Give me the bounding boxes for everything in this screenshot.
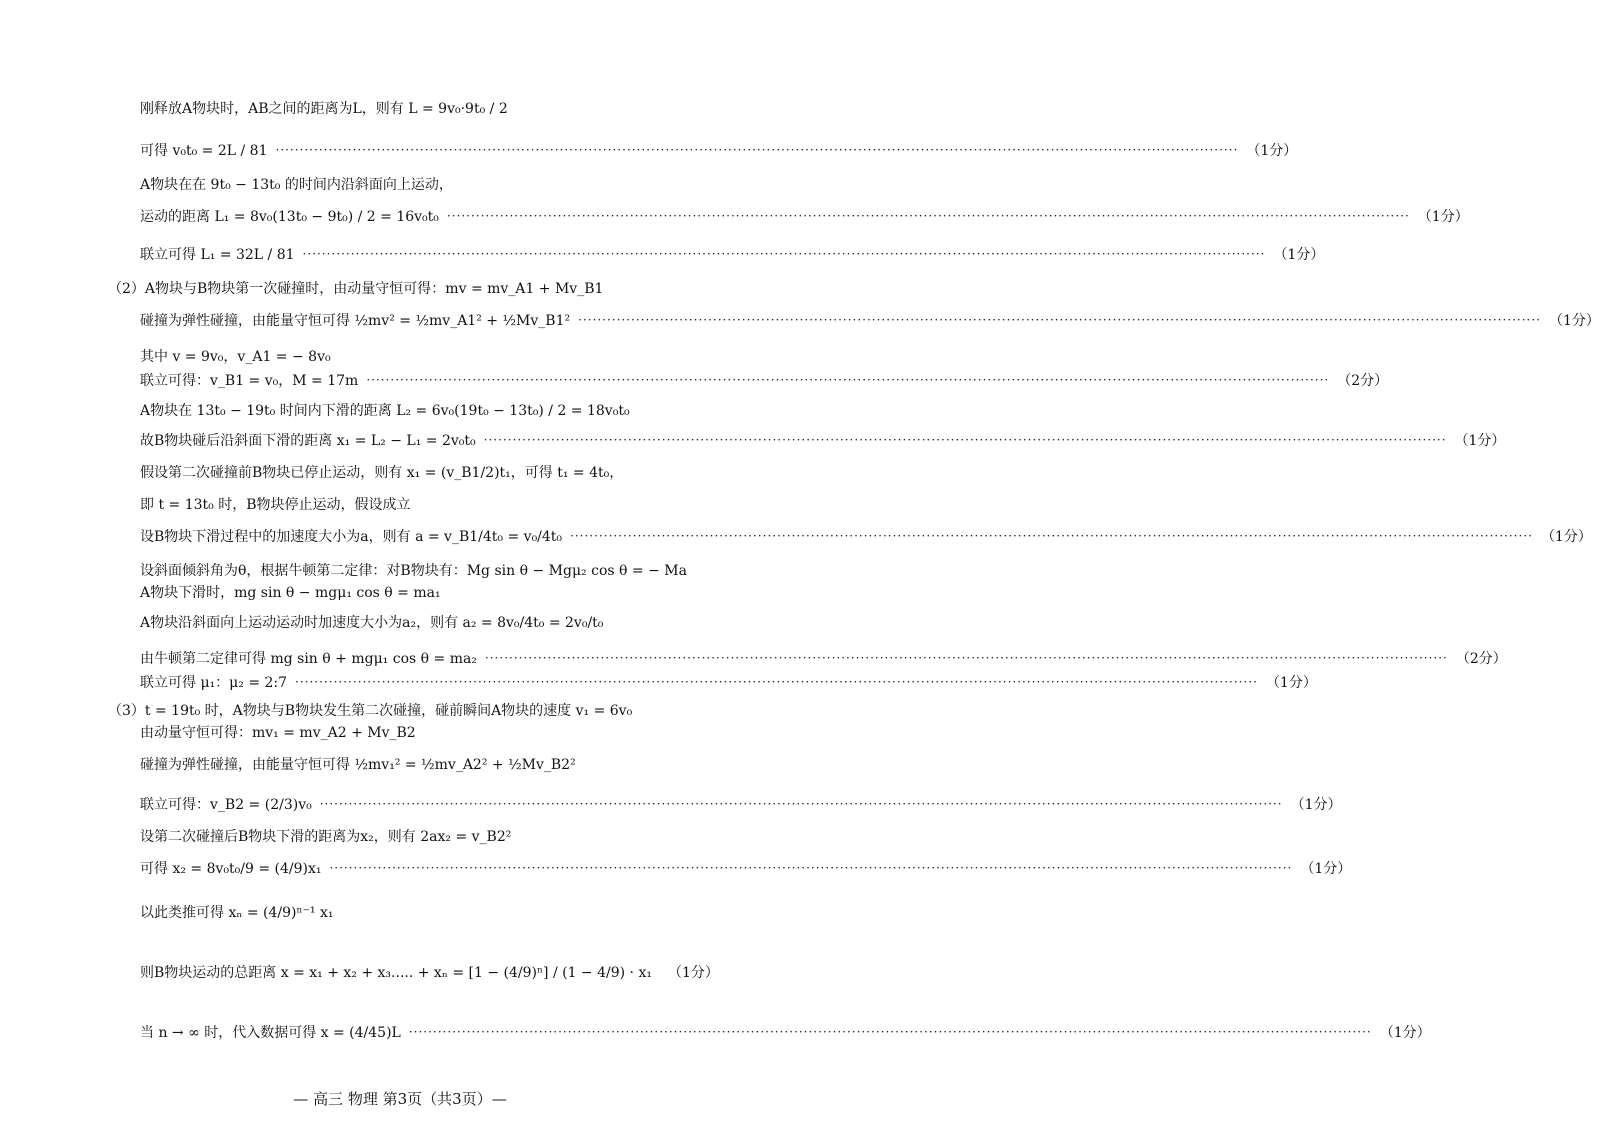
solution-line: [140, 462, 692, 482]
score-points: （1分）: [1300, 861, 1352, 877]
leader-dots: ········································································································································································································: [366, 373, 1330, 387]
leader-dots: ········································································································································································································: [295, 675, 1258, 689]
solution-line: [140, 560, 692, 580]
solution-text: 故B物块碰后沿斜面下滑的距离 x₁ = L₂ − L₁ = 2v₀t₀: [140, 433, 476, 449]
solution-line: [140, 754, 692, 774]
leader-dots: ········································································································································································································: [275, 143, 1239, 157]
leader-dots: ········································································································································································································: [408, 1025, 1372, 1039]
score-points: （1分）: [1265, 675, 1317, 691]
solution-text: 设第二次碰撞后B物块下滑的距离为x₂，则有 2ax₂ = v_B2²: [140, 829, 512, 845]
score-points: （1分）: [1273, 247, 1325, 263]
score-points: （1分）: [1379, 1025, 1431, 1041]
solution-text: 则B物块运动的总距离 x = x₁ + x₂ + x₃..... + xₙ = [1 − (4/9)ⁿ] / (1 − 4/9) · x₁: [140, 965, 652, 981]
solution-text: 联立可得 L₁ = 32L / 81: [140, 247, 295, 263]
solution-text: 联立可得：v_B2 = (2/3)v₀: [140, 797, 312, 813]
solution-line: [140, 494, 692, 514]
solution-line: [140, 902, 692, 922]
solution-text: （3）t = 19t₀ 时，A物块与B物块发生第二次碰撞，碰前瞬间A物块的速度 v₁ = 6v₀: [108, 703, 633, 719]
leader-dots: ········································································································································································································: [570, 529, 1533, 543]
solution-text: 设斜面倾斜角为θ，根据牛顿第二定律：对B物块有：Mg sin θ − Mgμ₂ cos θ = − Ma: [140, 563, 687, 579]
solution-text: 可得 x₂ = 8v₀t₀/9 = (4/9)x₁: [140, 861, 322, 877]
page-footer: — 高三 物理 第3页（共3页）—: [293, 1090, 507, 1108]
solution-text: 即 t = 13t₀ 时，B物块停止运动，假设成立: [140, 497, 411, 513]
solution-line: [140, 962, 719, 982]
leader-dots: ········································································································································································································: [329, 861, 1293, 875]
leader-dots: ········································································································································································································: [484, 651, 1448, 665]
solution-text: 联立可得 μ₁：μ₂ = 2:7: [140, 675, 288, 691]
solution-line: [108, 278, 692, 298]
solution-line: [140, 430, 1506, 450]
solution-text: A物块下滑时，mg sin θ − mgμ₁ cos θ = ma₁: [140, 585, 441, 601]
score-points: （1分）: [1548, 313, 1600, 329]
solution-line: [140, 174, 692, 194]
solution-line: [140, 612, 692, 632]
solution-text: 碰撞为弹性碰撞，由能量守恒可得 ½mv² = ½mv_A1² + ½Mv_B1²: [140, 313, 571, 329]
solution-line: [140, 648, 1507, 668]
leader-dots: ········································································································································································································: [302, 247, 1266, 261]
solution-line: [140, 526, 1592, 546]
solution-line: [140, 310, 1600, 330]
score-points: （2分）: [1455, 651, 1507, 667]
score-points: （1分）: [1540, 529, 1592, 545]
solution-text: 以此类推可得 xₙ = (4/9)ⁿ⁻¹ x₁: [140, 905, 334, 921]
solution-text: 联立可得：v_B1 = v₀，M = 17m: [140, 373, 359, 389]
solution-line: [140, 794, 1342, 814]
solution-text: A物块沿斜面向上运动运动时加速度大小为a₂，则有 a₂ = 8v₀/4t₀ = 2v₀/t₀: [140, 615, 604, 631]
solution-text: A物块在在 9t₀ − 13t₀ 的时间内沿斜面向上运动，: [140, 177, 453, 193]
solution-line: [140, 826, 692, 846]
solution-text: 由动量守恒可得：mv₁ = mv_A2 + Mv_B2: [140, 725, 416, 741]
solution-line: [140, 672, 1317, 692]
solution-text: A物块在 13t₀ − 19t₀ 时间内下滑的距离 L₂ = 6v₀(19t₀ − 13t₀) / 2 = 18v₀t₀: [140, 403, 630, 419]
solution-line: [140, 400, 692, 420]
solution-text: 其中 v = 9v₀，v_A1 = − 8v₀: [140, 349, 331, 365]
solution-line: [108, 700, 692, 720]
solution-text: （2）A物块与B物块第一次碰撞时，由动量守恒可得：mv = mv_A1 + Mv_B1: [108, 281, 604, 297]
solution-line: [140, 1022, 1431, 1042]
score-points: （1分）: [667, 965, 719, 981]
solution-text: 由牛顿第二定律可得 mg sin θ + mgμ₁ cos θ = ma₂: [140, 651, 477, 667]
solution-line: [140, 346, 692, 366]
solution-text: 运动的距离 L₁ = 8v₀(13t₀ − 9t₀) / 2 = 16v₀t₀: [140, 209, 439, 225]
score-points: （1分）: [1454, 433, 1506, 449]
solution-line: [140, 140, 1298, 160]
solution-line: [140, 858, 1352, 878]
solution-text: 假设第二次碰撞前B物块已停止运动，则有 x₁ = (v_B1/2)t₁，可得 t₁ = 4t₀，: [140, 465, 624, 481]
score-points: （1分）: [1290, 797, 1342, 813]
score-points: （1分）: [1417, 209, 1469, 225]
solution-text: 刚释放A物块时，AB之间的距离为L，则有 L = 9v₀·9t₀ / 2: [140, 101, 508, 117]
solution-line: [140, 206, 1469, 226]
solution-line: [140, 98, 692, 118]
solution-text: 碰撞为弹性碰撞，由能量守恒可得 ½mv₁² = ½mv_A2² + ½Mv_B2²: [140, 757, 576, 773]
solution-text: 可得 v₀t₀ = 2L / 81: [140, 143, 268, 159]
solution-line: [140, 244, 1325, 264]
leader-dots: ········································································································································································································: [483, 433, 1447, 447]
solution-text: 设B物块下滑过程中的加速度大小为a，则有 a = v_B1/4t₀ = v₀/4t₀: [140, 529, 563, 545]
solution-line: [140, 582, 692, 602]
solution-line: [140, 370, 1389, 390]
score-points: （2分）: [1337, 373, 1389, 389]
solution-line: [140, 722, 692, 742]
score-points: （1分）: [1246, 143, 1298, 159]
leader-dots: ········································································································································································································: [446, 209, 1410, 223]
leader-dots: ········································································································································································································: [319, 797, 1283, 811]
solution-text: 当 n → ∞ 时，代入数据可得 x = (4/45)L: [140, 1025, 401, 1041]
leader-dots: ········································································································································································································: [578, 313, 1541, 327]
